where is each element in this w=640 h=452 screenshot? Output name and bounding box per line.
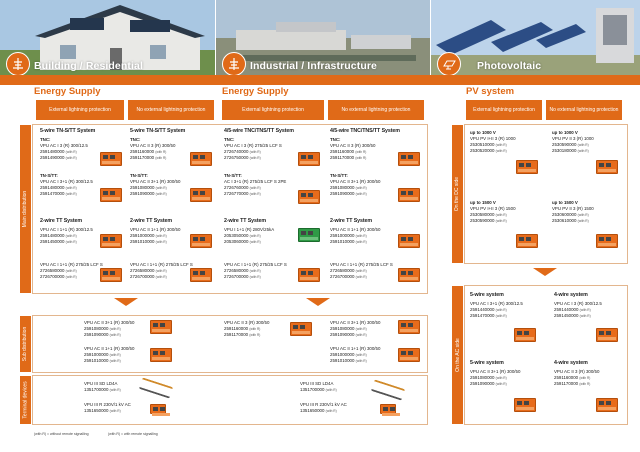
product-block-b3d: VPU AC I 1+1 (R) 275/25 LCF S 2726580000 (with R) 2726700000 (with R) — [224, 262, 287, 279]
product-block-b4d: VPU AC I 1+1 (R) 275/25 LCF S 2726580000 (with R) 2726700000 (with R) — [330, 262, 393, 279]
surge-arrester-image — [150, 348, 172, 362]
header-band — [0, 75, 640, 85]
product-block-b4a: 4/5-wire TNC/TNS/TT System TNC: VPU AC II 3 (R) 300/50 2591160000 (with R) 2591170000 (with R) — [330, 128, 400, 160]
terminal-device-image — [380, 404, 396, 414]
product-block-b2d: VPU AC I 1+1 (R) 275/25 LCF S 2726580000 (with R) 2726700000 (with R) — [130, 262, 193, 279]
col-header-ext-1: External lightning protection — [36, 100, 124, 120]
flow-arrow-down-1 — [114, 298, 138, 306]
surge-arrester-green-image — [298, 228, 320, 242]
product-block-b1d: VPU AC I 1+1 (R) 275/25 LCF S 2726580000 (with R) 2726700000 (with R) — [40, 262, 103, 279]
surge-arrester-image — [596, 234, 618, 248]
product-block-b3c: 2-wire TT System VPU I 1+1 (R) 280V/25kA 2053050000 (with R) 2053060000 (with R) — [224, 218, 275, 244]
surge-arrester-image — [398, 152, 420, 166]
product-block-b2a: 5-wire TN-S/TT System TNC: VPU AC II 3 (R) 300/50 2591160000 (with R) 2591170000 (with R) — [130, 128, 186, 160]
surge-arrester-image — [398, 234, 420, 248]
product-block-b2b: TN-S/TT: VPU AC II 3+1 (R) 300/50 2591080000 (with R) 2591090000 (with R) — [130, 173, 181, 196]
surge-arrester-image — [514, 328, 536, 342]
surge-arrester-image — [398, 268, 420, 282]
surge-arrester-image — [596, 398, 618, 412]
surge-arrester-image — [298, 190, 320, 204]
sidebar-terminal-devices: Terminal devices — [20, 376, 31, 424]
product-block-d2: up to 1000 V VPU PV II 3 (R) 1000 2530590000 (with R) 2530180000 (with R) — [552, 130, 594, 153]
surge-arrester-image — [190, 152, 212, 166]
sidebar-ac-side: On the AC side — [452, 286, 463, 424]
product-block-d4: up to 1500 V VPU PV II 3 (R) 1500 2530600000 (with R) 2530610000 (with R) — [552, 200, 594, 223]
pv-system-title: PV system — [466, 86, 515, 97]
product-block-b1c: 2-wire TT System VPU AC I 1+1 (R) 300/12.5 2591480000 (with R) 2591450000 (with R) — [40, 218, 93, 244]
product-block-a3: 5-wire system VPU AC II 3+1 (R) 300/50 2591080000 (with R) 2591090000 (with R) — [470, 360, 521, 386]
surge-arrester-image — [100, 188, 122, 202]
surge-arrester-image — [596, 160, 618, 174]
terminal-device-image — [150, 404, 166, 414]
section-header-building — [0, 0, 215, 75]
product-block-a2: 4-wire system VPU AC I 3 (R) 300/12.5 2591440000 (with R) 2591450000 (with R) — [554, 292, 602, 318]
sidebar-main-distribution: Main distribution — [20, 125, 31, 293]
surge-arrester-image — [290, 322, 312, 336]
surge-arrester-image — [190, 234, 212, 248]
surge-arrester-image — [516, 160, 538, 174]
product-block-b3a: 4/5-wire TNC/TNS/TT System TNC: VPU AC I 3 (R) 275/25 LCF S 2726740000 (with R) 2726750000 (with R) — [224, 128, 294, 160]
product-block-b4c: 2-wire TT System VPU AC II 1+1 (R) 300/50 2591000000 (with R) 2591010000 (with R) — [330, 218, 381, 244]
surge-arrester-image — [298, 152, 320, 166]
surge-arrester-image — [190, 268, 212, 282]
section-title-industrial: Industrial / Infrastructure — [250, 60, 377, 72]
product-block-d3: up to 1500 V VPU PV I+II 3 (R) 1500 2530580000 (with R) 2530590000 (with R) — [470, 200, 516, 223]
surge-arrester-image — [514, 398, 536, 412]
section-header-industrial — [216, 0, 430, 75]
product-block-s2: VPU AC II 1+1 (R) 300/50 2591000000 (with R) 2591010000 (with R) — [84, 346, 135, 363]
energy-supply-title-2: Energy Supply — [222, 86, 289, 97]
surge-arrester-image — [516, 234, 538, 248]
product-block-t3: VPU III SD LD4A 1351700000 (with R) — [300, 381, 337, 392]
product-block-b3b: TN-S/TT: AC I 3+1 (R) 275/25 LCF S 2PE 2726760000 (with R) 2726770000 (with R) — [224, 173, 287, 196]
product-block-a4: 4-wire system VPU AC II 3 (R) 300/50 2591160000 (with R) 2591170000 (with R) — [554, 360, 600, 386]
section-header-pv — [431, 0, 640, 75]
solar-panel-icon — [437, 52, 461, 75]
building-icon — [6, 52, 30, 75]
surge-arrester-image — [596, 328, 618, 342]
product-block-s1: VPU AC II 3+1 (R) 300/50 2591080000 (with R) 2591090000 (with R) — [84, 320, 135, 337]
surge-arrester-image — [150, 320, 172, 334]
product-block-b1a: 5-wire TN-S/TT System TNC: VPU AC I 3 (R) 300/12.5 2591480000 (with R) 2591490000 (with R) — [40, 128, 96, 160]
surge-arrester-image — [398, 348, 420, 362]
product-block-t2: VPU III R 230V/1 kV AC 1351650000 (with R) — [84, 402, 131, 413]
product-block-b2c: 2-wire TT System VPU AC II 1+1 (R) 300/50 2591000000 (with R) 2591010000 (with R) — [130, 218, 181, 244]
surge-arrester-image — [100, 234, 122, 248]
product-block-d1: up to 1000 V VPU PV I+II 3 (R) 1000 2530510000 (with R) 2530520000 (with R) — [470, 130, 516, 153]
surge-arrester-image — [100, 268, 122, 282]
product-block-s5: VPU AC II 1+1 (R) 300/50 2591000000 (with R) 2591010000 (with R) — [330, 346, 381, 363]
product-block-b4b: TN-S/TT: VPU AC II 3+1 (R) 300/50 2591080000 (with R) 2591090000 (with R) — [330, 173, 381, 196]
surge-arrester-image — [398, 188, 420, 202]
industry-icon — [222, 52, 246, 75]
sidebar-sub-distribution: Sub distribution — [20, 316, 31, 372]
col-header-ext-2: External lightning protection — [222, 100, 324, 120]
col-header-noext-3: No external lightning protection — [546, 100, 622, 120]
surge-arrester-image — [298, 268, 320, 282]
surge-arrester-image — [190, 188, 212, 202]
product-block-s4: VPU AC II 3+1 (R) 300/50 2591080000 (with R) 2591090000 (with R) — [330, 320, 381, 337]
product-block-a1: 5-wire system VPU AC I 3+1 (R) 300/12.5 2591440000 (with R) 2591470000 (with R) — [470, 292, 523, 318]
col-header-ext-3: External lightning protection — [466, 100, 542, 120]
product-block-s3: VPU AC II 3 (R) 300/50 2591160000 (with R) 2591170000 (with R) — [224, 320, 270, 337]
flow-arrow-down-2 — [306, 298, 330, 306]
section-title-building: Building / Residential — [34, 60, 143, 72]
footnote-with-remote: (with R) = with remote signalling — [108, 432, 158, 436]
energy-supply-title-1: Energy Supply — [34, 86, 101, 97]
flow-arrow-down-3 — [533, 268, 557, 276]
surge-arrester-image — [100, 152, 122, 166]
product-block-t4: VPU III R 230V/1 kV AC 1351650000 (with R) — [300, 402, 347, 413]
product-block-t1: VPU III SD LD4A 1351700000 (with R) — [84, 381, 121, 392]
sidebar-dc-side: On the DC side — [452, 125, 463, 263]
section-title-pv-label: Photovoltaic — [477, 60, 542, 72]
product-block-b1b: TN-S/TT: VPU AC I 3+1 (R) 300/12.5 2591480000 (with R) 2591470000 (with R) — [40, 173, 93, 196]
footnote-without-remote: (with R) = without remote signalling — [34, 432, 89, 436]
col-header-noext-2: No external lightning protection — [328, 100, 424, 120]
surge-arrester-image — [398, 320, 420, 334]
col-header-noext-1: No external lightning protection — [128, 100, 214, 120]
